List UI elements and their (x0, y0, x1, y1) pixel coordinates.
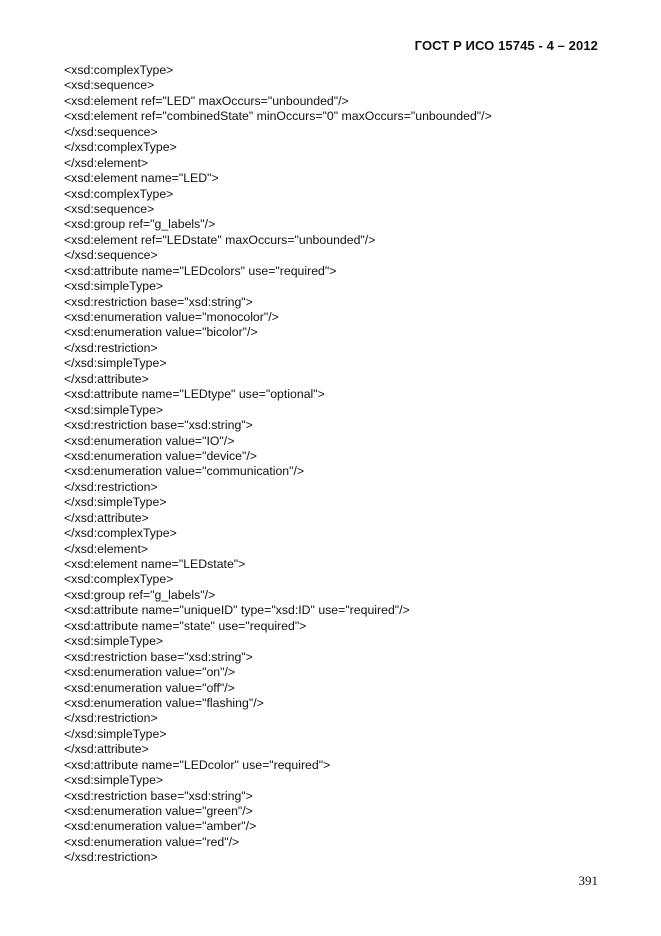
code-line: </xsd:restriction> (64, 850, 158, 865)
code-line: <xsd:complexType> (64, 63, 174, 77)
code-line: <xsd:enumeration value="flashing"/> (64, 695, 264, 710)
code-line: <xsd:enumeration value="communication"/> (64, 464, 305, 479)
code-line: </xsd:attribute> (64, 742, 149, 757)
code-line: <xsd:simpleType> (64, 773, 164, 788)
code-line: <xsd:restriction base="xsd:string"> (64, 418, 253, 433)
code-line: </xsd:complexType> (64, 140, 177, 155)
code-line: <xsd:simpleType> (64, 279, 164, 294)
code-line: </xsd:sequence> (64, 248, 158, 263)
code-line: <xsd:simpleType> (64, 402, 164, 417)
code-line: <xsd:restriction base="xsd:string"> (64, 649, 253, 664)
code-line: <xsd:enumeration value="red"/> (64, 834, 240, 849)
code-line: <xsd:element ref="combinedState" minOccurs="0" maxOccurs="unbounded"/> (64, 109, 492, 124)
code-line: <xsd:simpleType> (64, 634, 164, 649)
code-line: </xsd:attribute> (64, 510, 149, 525)
code-line: <xsd:attribute name="LEDcolors" use="required"> (64, 263, 337, 278)
code-line: </xsd:restriction> (64, 479, 158, 494)
code-line: <xsd:enumeration value="on"/> (64, 665, 236, 680)
code-line: <xsd:enumeration value="IO"/> (64, 433, 235, 448)
code-line: <xsd:enumeration value="amber"/> (64, 819, 257, 834)
code-line: <xsd:enumeration value="off"/> (64, 680, 235, 695)
code-line: </xsd:simpleType> (64, 356, 167, 371)
code-line: <xsd:element ref="LED" maxOccurs="unbounded"/> (64, 93, 349, 108)
code-line: </xsd:sequence> (64, 124, 158, 139)
code-line: <xsd:restriction base="xsd:string"> (64, 788, 253, 803)
code-line: </xsd:restriction> (64, 711, 158, 726)
code-line: </xsd:element> (64, 155, 149, 170)
code-line: </xsd:restriction> (64, 340, 158, 355)
document-header: ГОСТ Р ИСО 15745 - 4 – 2012 (414, 38, 598, 53)
code-line: <xsd:sequence> (64, 201, 155, 216)
code-line: <xsd:enumeration value="device"/> (64, 448, 257, 463)
code-line: <xsd:attribute name="state" use="required"> (64, 618, 307, 633)
code-line: <xsd:group ref="g_labels"/> (64, 587, 216, 602)
xsd-code-listing (64, 63, 624, 866)
code-line: <xsd:sequence> (64, 78, 155, 93)
code-line: <xsd:element ref="LEDstate" maxOccurs="unbounded"/> (64, 232, 376, 247)
code-line: </xsd:attribute> (64, 371, 149, 386)
code-line: <xsd:attribute name="LEDcolor" use="required"> (64, 757, 331, 772)
code-line: <xsd:enumeration value="bicolor"/> (64, 325, 258, 340)
code-line: <xsd:enumeration value="green"/> (64, 804, 253, 818)
page-number: 391 (578, 873, 598, 888)
code-line: </xsd:element> (64, 541, 149, 556)
code-line: <xsd:attribute name="LEDtype" use="optional"> (64, 387, 325, 402)
code-line: <xsd:restriction base="xsd:string"> (64, 294, 253, 309)
code-line: </xsd:complexType> (64, 526, 177, 541)
code-line: <xsd:complexType> (64, 572, 174, 587)
code-line: <xsd:attribute name="uniqueID" type="xsd:ID" use="required"/> (64, 603, 410, 618)
code-line: <xsd:element name="LED"> (64, 171, 219, 186)
code-line: <xsd:element name="LEDstate"> (64, 557, 246, 571)
code-line: </xsd:simpleType> (64, 495, 167, 510)
code-line: <xsd:enumeration value="monocolor"/> (64, 310, 279, 324)
code-line: <xsd:complexType> (64, 186, 174, 201)
code-line: </xsd:simpleType> (64, 726, 167, 741)
code-line: <xsd:group ref="g_labels"/> (64, 217, 216, 232)
